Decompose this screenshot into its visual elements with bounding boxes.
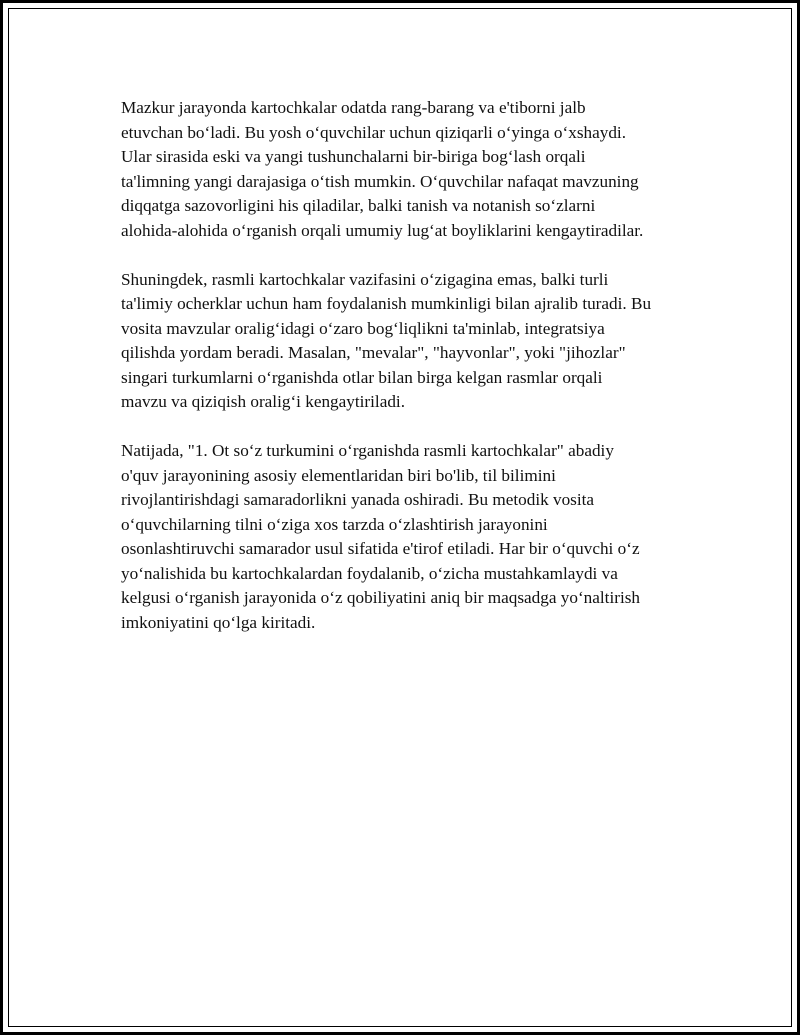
paragraph-1: Mazkur jarayonda kartochkalar odatda rang-barang va e'tiborni jalb etuvchan bo‘ladi. Bu yosh o‘quvchilar uchun qiziqarli o‘yinga o‘xshaydi. Ular sirasida eski va yangi tushunchalarni bir-biriga bog‘lash orqali ta'limning yangi darajasiga o‘tish mumkin. O‘quvchilar nafaqat mavzuning diqqatga sazovorligini his qiladilar, balki tanish va notanish so‘zlarni alohida-alohida o‘rganish orqali umumiy lug‘at boyliklarini kengaytiradilar. — [121, 98, 644, 240]
paragraph-3: Natijada, "1. Ot so‘z turkumini o‘rganishda rasmli kartochkalar" abadiy o'quv jarayonining asosiy elementlaridan biri bo'lib, til bilimini rivojlantirishdagi samaradorlikni yanada oshiradi. Bu metodik vosita o‘quvchilarning tilni o‘ziga xos tarzda o‘zlashtirish jarayonini osonlashtiruvchi samarador usul sifatida e'tirof etiladi. Har bir o‘quvchi o‘z yo‘nalishida bu kartochkalardan foydalanib, o‘zicha mustahkamlaydi va kelgusi o‘rganish jarayonida o‘z qobiliyatini aniq bir maqsadga yo‘naltirish imkoniyatini qo‘lga kiritadi. — [121, 441, 641, 632]
paragraph-2: Shuningdek, rasmli kartochkalar vazifasini o‘zigagina emas, balki turli ta'limiy ocherklar uchun ham foydalanish mumkinligi bilan ajralib turadi. Bu vosita mavzular oralig‘idagi o‘zaro bog‘liqlikni ta'minlab, integratsiya qilishda yordam beradi. Masalan, "mevalar", "hayvonlar", yoki "jihozlar" singari turkumlarni o‘rganishda otlar bilan birga kelgan rasmlar orqali mavzu va qiziqish oralig‘i kengaytiriladi. — [121, 269, 652, 411]
document-body — [121, 96, 701, 660]
